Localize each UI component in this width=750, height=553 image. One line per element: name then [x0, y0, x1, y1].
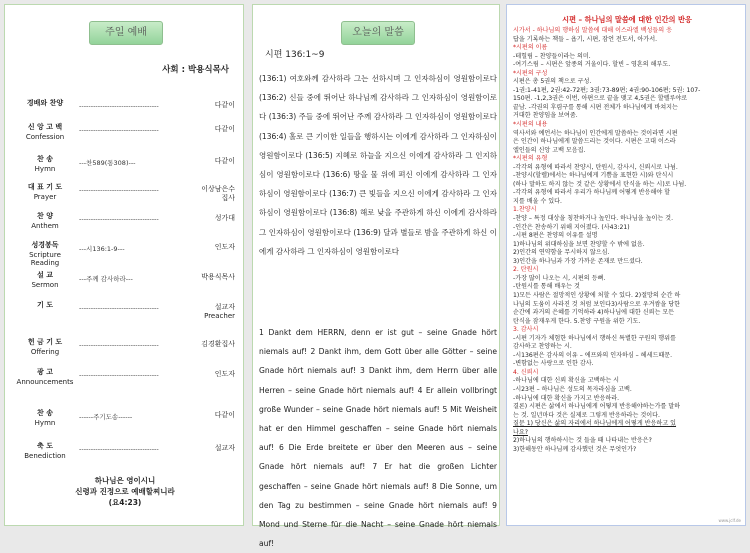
worship-order-row: [5, 442, 245, 470]
sermon-note-line: 1)모든 사람은 절망적인 상황에 처할 수 있다. 2)절망의 순간 하: [513, 291, 681, 299]
order-item-person: 인도자: [214, 370, 235, 378]
order-item-person: 인도자: [214, 243, 235, 251]
order-item-label: 찬 송: [37, 409, 53, 417]
sermon-note-line: -여기스림 – 시편은 앞종의 거울이다. 할빈 – 영혼의 해부도.: [513, 61, 671, 69]
sermon-notes-body: [513, 27, 741, 454]
worship-order-row: [5, 368, 245, 396]
sermon-note-line: -시편 기자가 체험한 하나님에서 행하신 특별한 구원의 행위를: [513, 334, 676, 342]
sermon-note-line: 은 인간이 하나님에게 말씀드리는 것이다. 시편은 고대 이스라: [513, 138, 676, 146]
sermon-notes-panel: [506, 4, 746, 526]
closing-line: 하나님은 영이시니: [94, 476, 156, 485]
sermon-note-line: 지를 배울 수 있다.: [513, 197, 562, 205]
order-item-label: 광 고: [37, 368, 53, 376]
service-leader: 사회 : 박용식목사: [162, 65, 229, 75]
sermon-note-line: -탄원시를 통해 배우는 것: [513, 283, 580, 291]
order-item-english: Benediction: [24, 452, 66, 460]
sermon-note-line: *시편의 구성: [513, 69, 548, 77]
worship-order-row: [5, 212, 245, 240]
sermon-note-line: 4. 신뢰시: [513, 368, 539, 376]
order-item-english: Prayer: [33, 193, 57, 201]
order-item-person: 성가대: [214, 214, 235, 222]
worship-order-row: [5, 301, 245, 329]
sermon-note-line: -1권:1-41편, 2권:42-72편; 3권:73-89편; 4권:90-106편; 5권: 107-: [513, 86, 701, 94]
sermon-note-line: -하나님에 대한 신뢰 확신을 고백하는 시: [513, 377, 620, 385]
order-item-detail: ----------------------------------: [79, 215, 159, 223]
sermon-note-line: 1)하나님의 위대하심을 보면 찬양할 수 밖에 없음.: [513, 240, 645, 248]
sermon-note-line: -각각의 유형에 따라서 찬양시, 탄원시, 감사시, 신뢰시로 나뉨.: [513, 163, 678, 171]
sermon-note-line: 시편은 총 5권의 책으로 구성.: [513, 78, 592, 86]
sermon-note-line: -시편 8편은 찬양의 이유를 설명: [513, 232, 598, 240]
sermon-note-line: -시136편은 감사의 이유 – 에프와의 인자하심 – 헤세드때문.: [513, 351, 673, 359]
closing-verse: [5, 475, 245, 508]
sermon-note-line: -변함없는 사랑으로 인한 감사.: [513, 360, 594, 368]
sermon-note-line: 3. 감사시: [513, 326, 539, 334]
order-item-person: 설교자: [214, 444, 235, 452]
order-item-english: Scripture Reading: [29, 251, 61, 267]
order-item-person: 다같이: [214, 101, 235, 109]
order-item-label: 신 앙 고 백: [27, 123, 63, 131]
sermon-note-line: 나님의 도움이 사라진 것 처럼 보인다3)사람으로 우겨쌈을 당한: [513, 300, 680, 308]
sermon-note-line: -테힐림 – 찬양들이라는 의미.: [513, 52, 591, 60]
sermon-note-line: 150편. -1,2,3권은 이번, 아편으로 끝을 맺고 4,5권은 할렐루야로: [513, 95, 688, 103]
order-item-detail: ----------------------------------: [79, 371, 159, 379]
sermon-note-line: 2)인간의 연약함을 무시하지 않으심.: [513, 249, 610, 257]
order-item-detail: ----------------------------------: [79, 102, 159, 110]
order-item-detail: ----------------------------------: [79, 445, 159, 453]
sermon-note-line: -찬양시(할렐)에서는 하나님에게 기쁨을 표현한 시)와 탄식시: [513, 172, 674, 180]
order-item-person: 이상남은수 집사: [201, 185, 235, 202]
sermon-note-line: 2)하나님의 행하하시는 것 들을 때 나타내는 반응은?: [513, 437, 652, 445]
order-item-detail: ---주께 감사하라---: [79, 275, 133, 283]
worship-order-row: [5, 183, 245, 211]
order-item-english: Anthem: [31, 222, 59, 230]
order-item-label: 설 교: [37, 271, 53, 279]
order-item-label: 대 표 기 도: [27, 183, 63, 191]
order-item-label: 찬 송: [37, 155, 53, 163]
order-item-label: 성경봉독: [31, 241, 59, 249]
closing-reference: (요4:23): [108, 498, 142, 507]
sermon-note-line: 순간에 과거의 은혜를 기억하라 4)하나님에 대한 신뢰는 모든: [513, 309, 675, 317]
worship-title-ribbon: 주일 예배: [89, 21, 163, 45]
korean-scripture-text: (136:1) 여호와께 감사하라 그는 선하시며 그 인자하심이 영원함이로다 (136:2) 신들 중에 뛰어난 하나님께 감사하라 그 인자하심이 영원함이로다 (136:3) 주들 중에 뛰어난 주께 감사하라 그 인자하심이 영원함이로다 (136:4) 홀로 큰 기이한 일들을 행하시는 이에게 감사하라 그 인자하심이 영원함이로다 (136:5) 지혜로 하늘을 지으신 이에게 감사하라 그 인지하심이 영원함이로다 (136:6) 땅을 물 위에 펴신 이에게 감사하라 그 인자하심이 영원함이로다 (136:7) 큰 빛들을 지으신 이에게 감사하라 그 인자하심이 영원함이로다 (136:8) 해로 낮을 주관하게 하신 이에게 감사하라 그 인자하심이 영원함이로다 (136:9) 달과 별들로 밤을 주관하게 하신 이에게 감사하라 그 인자하심이 영원함이로다: [259, 74, 497, 256]
order-item-label: 축 도: [37, 442, 53, 450]
order-item-person: 다같이: [214, 411, 235, 419]
order-item-english: Confession: [25, 133, 65, 141]
sermon-note-line: *시편의 이름: [513, 44, 548, 52]
order-item-english: Announcements: [16, 378, 74, 386]
sermon-note-line: -찬양 – 특정 대상을 칭찬하거나 높인다. 하나님을 높이는 것.: [513, 215, 674, 223]
sermon-note-line: -인간은 찬송하기 위해 지어졌다. (사43:21): [513, 223, 630, 231]
order-item-english: Hymn: [34, 165, 56, 173]
order-item-english: Hymn: [34, 419, 56, 427]
order-item-person: 박용식목사: [201, 273, 235, 281]
worship-order-panel: [4, 4, 244, 526]
worship-order-row: [5, 155, 245, 183]
sermon-note-line: 1.찬양시: [513, 206, 537, 214]
todays-word-ribbon: 오늘의 말씀: [341, 21, 415, 45]
order-item-detail: ----------------------------------: [79, 304, 159, 312]
sermon-notes-title: 시편 – 하나님의 말씀에 대한 인간의 반응: [562, 15, 692, 24]
order-item-english: Sermon: [31, 281, 59, 289]
worship-order-row: [5, 338, 245, 366]
order-item-person: 김경환집사: [201, 340, 235, 348]
sermon-note-line: 감사하고 찬양하는 시.: [513, 343, 572, 351]
worship-order-row: [5, 241, 245, 269]
footer-url: www.jclf.de: [718, 518, 741, 523]
order-item-person: 다같이: [214, 157, 235, 165]
todays-word-panel: [252, 4, 500, 549]
order-item-label: 경배와 찬양: [26, 99, 64, 107]
german-scripture-text: 1 Dankt dem HERRN, denn er ist gut – seine Gnade hört niemals auf! 2 Dankt ihm, dem Gott über alle Götter – seine Gnade hört niemals auf! 3 Dankt ihm, dem Herrn über alle Herren – seine Gnade hört niemals auf! 4 Er allein vollbringt große Wunder – seine Gnade hört niemals auf! 5 Mit Weisheit hat er den Himmel geschaffen – seine Gnade hört niemals auf! 6 Die Erde breitete er über den Meeren aus – seine Gnade hört niemals auf! 7 Er hat die großen Lichter geschaffen – seine Gnade hört niemals auf! 8 Die Sonne, um den Tag zu bestimmen – seine Gnade hört niemals auf! 9 Mond und Sterne für die Nacht – seine Gnade hört niemals auf!: [259, 328, 497, 549]
sermon-note-line: 3)한해동안 하나님께 감사했던 것은 무엇인가?: [513, 445, 637, 453]
sermon-note-line: 질문 1) 당신은 삶의 자리에서 하나님에게 어떻게 반응하고 있: [513, 420, 677, 428]
order-item-person: 다같이: [214, 125, 235, 133]
passage-reference: 시편 136:1~9: [265, 50, 325, 60]
sermon-note-line: 역사서와 예언서는 하나님이 인간에게 말씀하는 것이라면 시편: [513, 129, 678, 137]
sermon-note-line: 2. 탄원시: [513, 266, 539, 274]
sermon-note-line: 시가서 - 하나님의 행하심 말씀에 대해 이스라엘 백성들의 응: [513, 27, 672, 34]
sermon-note-line: 나요?: [513, 428, 529, 436]
order-item-person: 설교자 Preacher: [204, 303, 235, 320]
order-item-label: 헌 금 기 도: [27, 338, 63, 346]
sermon-note-line: (하나 말하도 하지 않는 것 같은 상황에서 탄식을 하는 시)로 나뉨.: [513, 180, 687, 188]
worship-order-row: [5, 123, 245, 151]
sermon-note-line: 끝남. -각권의 후렴구를 통해 시편 전체가 하나님에게 바쳐지는: [513, 103, 678, 111]
worship-order-row: [5, 409, 245, 437]
sermon-note-line: 엘인들의 신앙 고백 모음집.: [513, 146, 586, 154]
sermon-note-line: 결론) 시편은 삶에서 하나님에게 어떻게 반응해야하는가를 말하: [513, 403, 681, 411]
order-item-label: 찬 양: [37, 212, 53, 220]
worship-order-row: [5, 271, 245, 299]
sermon-note-line: *시편의 내용: [513, 121, 548, 129]
sermon-note-line: -가장 많이 나오는 시, 시편의 등뼈.: [513, 274, 606, 282]
order-item-detail: ---시136:1-9---: [79, 245, 125, 253]
order-item-detail: ------주기도송------: [79, 413, 133, 421]
sermon-note-line: -각각의 유형에 따라서 우리가 하나님께 어떻게 반응해야 할: [513, 189, 671, 197]
order-item-english: Offering: [30, 348, 60, 356]
sermon-note-line: -시23편 – 하나님은 성도의 목자라심을 고백.: [513, 385, 632, 393]
sermon-note-line: 거대한 찬양임을 보여줌.: [513, 112, 578, 120]
sermon-note-line: 답을 기록하는 책들 – 욥기, 시편, 잠언 전도서, 아가서.: [513, 35, 658, 43]
order-item-detail: ---찬589(통308)---: [79, 159, 136, 167]
sermon-note-line: 3)인간을 하나님과 가장 가까운 존재로 만드셨다.: [513, 257, 643, 265]
order-item-label: 기 도: [37, 301, 53, 309]
order-item-detail: ----------------------------------: [79, 126, 159, 134]
sermon-note-line: 탄식을 잠재우게 한다. 5.찬양 구원을 위한 기도.: [513, 317, 641, 325]
sermon-note-line: 는 것. 일년마다 것은 실제로 그렇게 반응하라는 것이다.: [513, 411, 660, 419]
order-item-detail: ----------------------------------: [79, 186, 159, 194]
closing-line: 신령과 진정으로 예배할찌니라: [75, 487, 175, 496]
sermon-note-line: -하나님에 대한 확신을 가지고 반응하라.: [513, 394, 620, 402]
order-item-detail: ----------------------------------: [79, 341, 159, 349]
sermon-note-line: *시편의 유형: [513, 155, 548, 163]
